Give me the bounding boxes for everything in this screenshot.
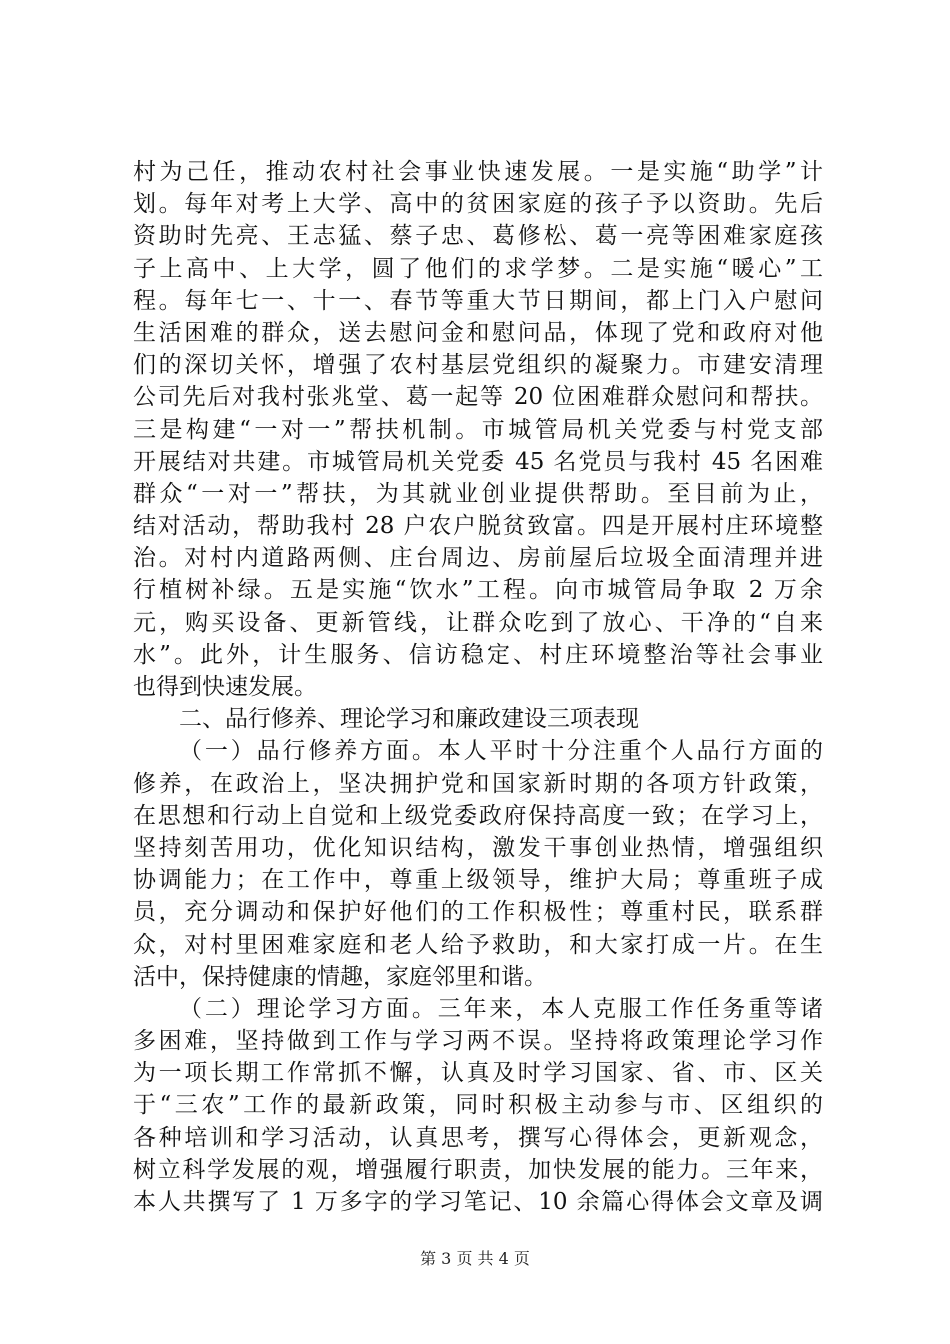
text-line: 行植树补绿。五是实施“饮水”工程。向市城管局争取 2 万余 xyxy=(133,577,823,604)
text-line: 子上高中、上大学，圆了他们的求学梦。二是实施“暖心”工 xyxy=(133,255,823,282)
text-line: 在思想和行动上自觉和上级党委政府保持高度一致；在学习上， xyxy=(133,802,823,829)
text-line: 为一项长期工作常抓不懈，认真及时学习国家、省、市、区关 xyxy=(133,1060,823,1087)
text-line: 程。每年七一、十一、春节等重大节日期间，都上门入户慰问 xyxy=(133,287,823,314)
section-heading: 二、品行修养、理论学习和廉政建设三项表现 xyxy=(179,706,639,733)
text-line: 也得到快速发展。 xyxy=(133,674,317,700)
text-line: 们的深切关怀，增强了农村基层党组织的凝聚力。市建安清理 xyxy=(133,352,823,379)
text-line: 本人共撰写了 1 万多字的学习笔记、10 余篇心得体会文章及调 xyxy=(133,1189,823,1215)
text-line: 树立科学发展的观，增强履行职责，加快发展的能力。三年来， xyxy=(133,1156,823,1183)
text-line: 划。每年对考上大学、高中的贫困家庭的孩子予以资助。先后 xyxy=(133,191,823,218)
text-line: 三是构建“一对一”帮扶机制。市城管局机关党委与村党支部 xyxy=(133,416,823,443)
text-line: （二）理论学习方面。三年来，本人克服工作任务重等诸 xyxy=(179,995,823,1022)
text-line: 坚持刻苦用功，优化知识结构，激发干事创业热情，增强组织 xyxy=(133,834,823,861)
text-line: 生活困难的群众，送去慰问金和慰问品，体现了党和政府对他 xyxy=(133,319,823,346)
text-line: （一）品行修养方面。本人平时十分注重个人品行方面的 xyxy=(179,738,823,765)
text-line: 公司先后对我村张兆堂、葛一起等 20 位困难群众慰问和帮扶。 xyxy=(133,384,823,411)
text-line: 修养，在政治上，坚决拥护党和国家新时期的各项方针政策， xyxy=(133,770,823,797)
text-line: 村为己任，推动农村社会事业快速发展。一是实施“助学”计 xyxy=(133,159,823,185)
text-line: 水”。此外，计生服务、信访稳定、村庄环境整治等社会事业 xyxy=(133,641,823,668)
text-line: 活中，保持健康的情趣，家庭邻里和谐。 xyxy=(133,963,547,990)
text-line: 多困难，坚持做到工作与学习两不误。坚持将政策理论学习作 xyxy=(133,1028,823,1055)
text-line: 资助时先亮、王志猛、蔡子忠、葛修松、葛一亮等困难家庭孩 xyxy=(133,223,823,250)
text-line: 结对活动，帮助我村 28 户农户脱贫致富。四是开展村庄环境整 xyxy=(133,513,823,540)
text-line: 各种培训和学习活动，认真思考，撰写心得体会，更新观念， xyxy=(133,1124,823,1151)
text-line: 众，对村里困难家庭和老人给予救助，和大家打成一片。在生 xyxy=(133,931,823,958)
text-line: 元，购买设备、更新管线，让群众吃到了放心、干净的“自来 xyxy=(133,609,823,636)
page-number-footer: 第 3 页 共 4 页 xyxy=(420,1249,530,1268)
text-line: 群众“一对一”帮扶，为其就业创业提供帮助。至目前为止， xyxy=(133,480,823,507)
text-line: 治。对村内道路两侧、庄台周边、房前屋后垃圾全面清理并进 xyxy=(133,545,823,572)
document-body xyxy=(133,156,823,1218)
text-line: 员，充分调动和保护好他们的工作积极性；尊重村民，联系群 xyxy=(133,899,823,926)
text-line: 协调能力；在工作中，尊重上级领导，维护大局；尊重班子成 xyxy=(133,867,823,894)
text-line: 开展结对共建。市城管局机关党委 45 名党员与我村 45 名困难 xyxy=(133,448,823,475)
text-line: 于“三农”工作的最新政策，同时积极主动参与市、区组织的 xyxy=(133,1092,823,1119)
